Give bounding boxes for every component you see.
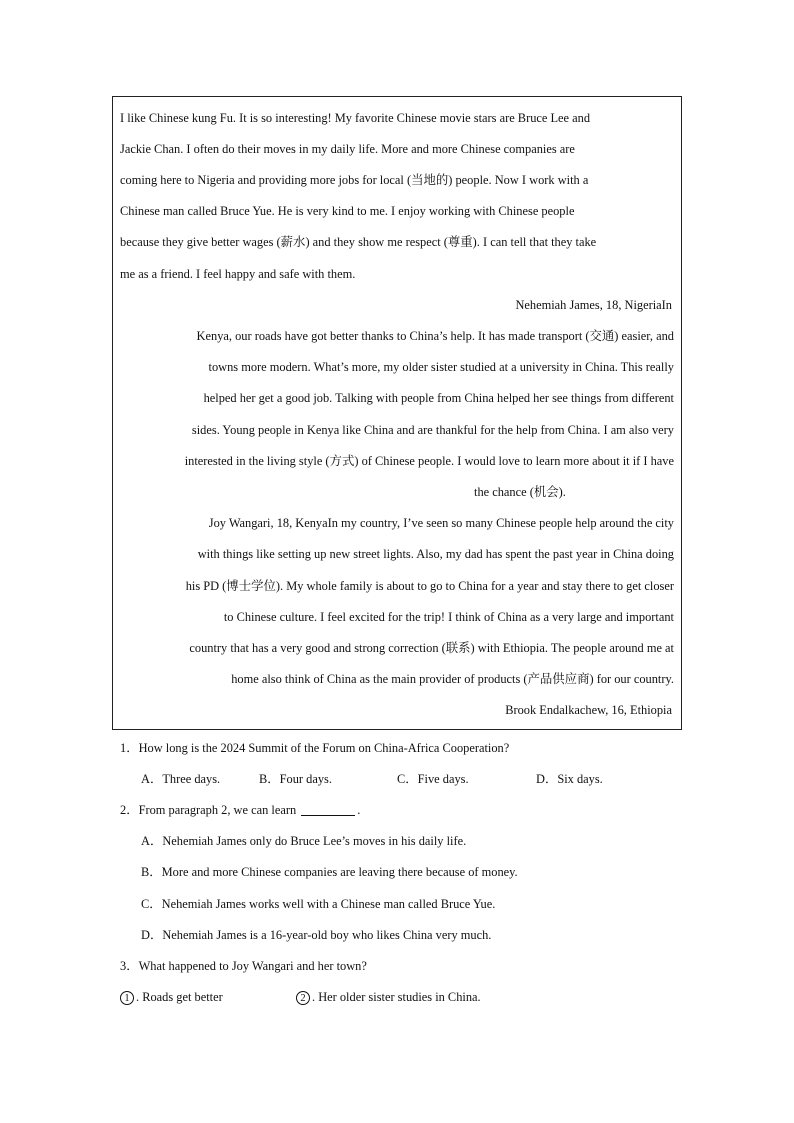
question-2-stem: From paragraph 2, we can learn bbox=[138, 803, 297, 817]
q2-option-c[interactable]: C．Nehemiah James works well with a Chinese man called Bruce Yue. bbox=[141, 897, 496, 911]
circled-number-2-icon: 2 bbox=[296, 991, 310, 1005]
p2-line-3: helped her get a good job. Talking with people from China helped her see things from different bbox=[203, 391, 674, 405]
p3-line-1: Joy Wangari, 18, KenyaIn my country, I’ve seen so many Chinese people help around the city bbox=[208, 516, 674, 530]
passage-box bbox=[112, 96, 682, 730]
q1-option-d[interactable]: D．Six days. bbox=[536, 772, 603, 786]
p1-line-6: me as a friend. I feel happy and safe with them. bbox=[120, 267, 356, 281]
question-2 bbox=[120, 802, 360, 818]
q2-option-b[interactable]: B．More and more Chinese companies are leaving there because of money. bbox=[141, 865, 518, 879]
question-3 bbox=[120, 958, 367, 974]
p3-line-6: home also think of China as the main provider of products (产品供应商) for our country. bbox=[231, 672, 674, 686]
q2-option-a[interactable]: A．Nehemiah James only do Bruce Lee’s moves in his daily life. bbox=[141, 834, 467, 848]
p2-line-2: towns more modern. What’s more, my older sister studied at a university in China. This really bbox=[208, 360, 674, 374]
question-1 bbox=[120, 740, 509, 756]
p3-line-3: his PD (博士学位). My whole family is about to go to China for a year and stay there to get closer bbox=[185, 579, 674, 593]
p2-line-4: sides. Young people in Kenya like China and are thankful for the help from China. I am also very bbox=[191, 423, 674, 437]
question-3-number: 3． bbox=[120, 959, 139, 973]
question-3-stem: What happened to Joy Wangari and her town? bbox=[138, 959, 367, 973]
question-1-number: 1． bbox=[120, 741, 139, 755]
p2-line-1: Kenya, our roads have got better thanks to China’s help. It has made transport (交通) easier, and bbox=[196, 329, 674, 343]
p1-line-4: Chinese man called Bruce Yue. He is very kind to me. I enjoy working with Chinese people bbox=[120, 204, 575, 218]
q3-item-2[interactable] bbox=[296, 989, 481, 1005]
p1-line-3: coming here to Nigeria and providing more jobs for local (当地的) people. Now I work with a bbox=[120, 173, 589, 187]
q1-option-b[interactable]: B．Four days. bbox=[259, 772, 332, 786]
question-2-number: 2． bbox=[120, 803, 139, 817]
p3-line-5: country that has a very good and strong correction (联系) with Ethiopia. The people around me at bbox=[189, 641, 674, 655]
answer-blank[interactable] bbox=[301, 803, 355, 816]
q3-item-2-text: . Her older sister studies in China. bbox=[312, 990, 481, 1004]
q2-option-d[interactable]: D．Nehemiah James is a 16-year-old boy who likes China very much. bbox=[141, 928, 492, 942]
p2-line-6: the chance (机会). bbox=[474, 485, 566, 499]
q3-item-1[interactable] bbox=[120, 989, 223, 1005]
p3-line-4: to Chinese culture. I feel excited for the trip! I think of China as a very large and important bbox=[223, 610, 674, 624]
q1-option-a[interactable]: A．Three days. bbox=[141, 772, 221, 786]
question-1-stem: How long is the 2024 Summit of the Forum on China-Africa Cooperation? bbox=[138, 741, 510, 755]
p1-line-5: because they give better wages (薪水) and they show me respect (尊重). I can tell that they take bbox=[120, 235, 597, 249]
p3-line-2: with things like setting up new street lights. Also, my dad has spent the past year in China doing bbox=[197, 547, 674, 561]
question-2-stem-end: . bbox=[357, 803, 361, 817]
p1-line-1: I like Chinese kung Fu. It is so interesting! My favorite Chinese movie stars are Bruce Lee and bbox=[120, 111, 591, 125]
p2-line-5: interested in the living style (方式) of Chinese people. I would love to learn more about it if I have bbox=[184, 454, 674, 468]
q3-item-1-text: . Roads get better bbox=[136, 990, 223, 1004]
signature-3: Brook Endalkachew, 16, Ethiopia bbox=[505, 703, 672, 717]
signature-1: Nehemiah James, 18, NigeriaIn bbox=[515, 298, 672, 312]
q1-option-c[interactable]: C．Five days. bbox=[397, 772, 469, 786]
circled-number-1-icon: 1 bbox=[120, 991, 134, 1005]
p1-line-2: Jackie Chan. I often do their moves in my daily life. More and more Chinese companies are bbox=[120, 142, 575, 156]
